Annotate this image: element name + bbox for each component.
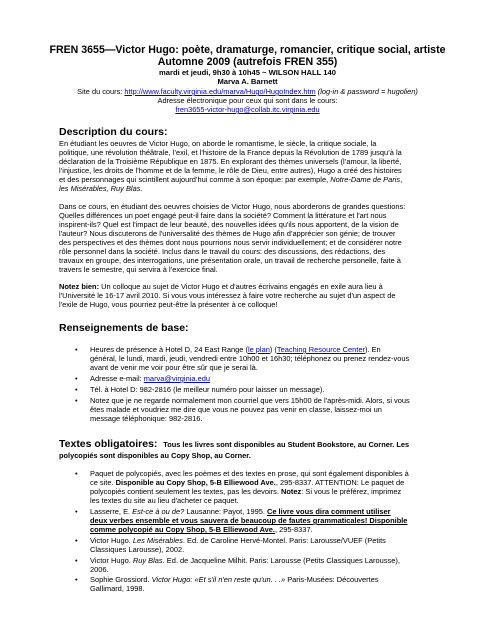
- packet-text: , 295-8337. ATTENTION: Le paquet de: [275, 478, 405, 488]
- book-author: Sophie Grossiord.: [90, 575, 152, 584]
- office-hours-line: avant de venir me voir pour être sûr que je serai là.: [90, 363, 258, 373]
- miserables-line: Classiques Larousse), 2002.: [90, 545, 185, 555]
- office-hours-line: [90, 345, 447, 354]
- desc-p2-line: travaux en groupe, des interrogations, une présentation orale, un travail de recherche personelle, faite à: [59, 256, 401, 266]
- desc-p1-line: l’injustice, les droits de l’homme et de la femme, le rôle de Dieu, entre autres), Hugo a créé des histoires: [59, 166, 402, 176]
- colloque-note: [59, 282, 447, 309]
- book-publisher: Lausanne: Payot, 1995.: [184, 507, 267, 516]
- desc-p2-line: rôle personnel dans la société. Inclus dans le travail du cours: des discussions, des rédactions, des: [59, 247, 386, 257]
- email-label: Adresse e-mail:: [90, 374, 144, 383]
- packet-location: Disponible au Copy Shop, 5-B Elliewood Ave.: [115, 478, 276, 488]
- bullet-icon: •: [75, 385, 78, 394]
- phone-item: [75, 385, 447, 394]
- bullet-icon: •: [75, 469, 78, 478]
- packet-line: [90, 478, 447, 487]
- policy-line: message téléphonique: 982-2816.: [90, 414, 203, 424]
- desc-p2-line: des perspectives et des thèmes dont nous pourrions nous servir individuellement; et de considérer notre: [59, 238, 402, 248]
- bullet-icon: •: [75, 396, 78, 405]
- course-email-label: Adresse électronique pour ceux qui sont dans le cours:: [157, 96, 338, 105]
- work-title: Notre-Dame de Paris: [330, 175, 401, 185]
- book-note: Ce livre vous dira comment utiliser: [266, 507, 391, 516]
- book-title: Est-ce à ou de?: [132, 507, 185, 516]
- bullet-icon: •: [75, 507, 78, 516]
- book-details: . Ed. de Caroline Hervé-Montel. Paris: Larousse/VUEF (Petits: [182, 536, 386, 545]
- map-link[interactable]: le plan: [247, 345, 270, 354]
- description-paragraph-2: [59, 202, 447, 274]
- desc-p2-line: Dans ce cours, en étudiant des oeuvres choisies de Victor Hugo, nous aborderons de grandes questions:: [59, 202, 406, 211]
- email-item: [75, 374, 447, 383]
- desc-p2-line: travers le semestre, qui servira à l’exercice final.: [59, 265, 218, 275]
- textbook-item-lasserre: [75, 507, 447, 535]
- course-title: FREN 3655—Victor Hugo: poète, dramaturge, romancier, critique social, artiste: [49, 44, 446, 56]
- textbook-item-grossiord: [75, 575, 447, 594]
- description-heading: Description du cours:: [59, 126, 168, 138]
- ruy-blas-line: [90, 556, 447, 565]
- period: .: [140, 184, 143, 194]
- textes-heading-line: [59, 438, 409, 450]
- book-author: Victor Hugo.: [90, 536, 133, 545]
- course-email-line: [0, 105, 495, 114]
- packet-text: polycopiés contient seulement les textes, pas les devoirs.: [90, 487, 281, 497]
- course-schedule: mardi et jeudi, 9h30 à 10h45 ~ WILSON HALL 140: [159, 68, 336, 77]
- separator: ,: [400, 175, 403, 185]
- desc-p2-line: l'auteur? Nous discuterons de l'universalité des thèmes de Hugo afin d’apprécier son génie; de trouver: [59, 229, 396, 239]
- office-hours-line: général, le lundi, mardi, jeudi, vendredi entre 10h00 et 16h30; téléphonez ou prenez rendez-vous: [90, 354, 410, 364]
- book-author: Lasserre, E.: [90, 507, 133, 516]
- book-location: comme polycopié au Copy Shop, 5-B Elliewood Ave.: [90, 525, 276, 535]
- note-line: l'Université le 16-17 avril 2010. Si vous vous intéressez à faire votre recherche au sujet d'un aspect de: [59, 291, 396, 301]
- note-label: Notez bien:: [59, 282, 100, 291]
- packet-line: les textes du site au lieu d'acheter ce paquet.: [90, 496, 239, 506]
- desc-p1-line: et des personnages qui scintillent aujourd’hui comme à son époque: par exemple,: [59, 175, 331, 185]
- note-text: Un colloque au sujet de Victor Hugo et d'autres écrivains engagés en exile aura lieu à: [99, 282, 383, 291]
- course-site-link[interactable]: http://www.faculty.virginia.edu/marva/Hugo/HugoIndex.htm: [124, 87, 316, 96]
- textes-note: Tous les livres sont disponibles au Student Bookstore, au Corner. Les: [163, 440, 410, 449]
- ruy-blas-line: 2006.: [90, 565, 109, 575]
- desc-p1-line-works: [59, 184, 447, 193]
- phone-text: Tél. à Hotel D: 982-2816 (le meilleur numéro pour laisser un message).: [90, 385, 325, 394]
- packet-text: ce site.: [90, 478, 116, 488]
- book-title: Victor Hugo: «Et s'il n'en reste qu'un. . .»: [151, 575, 286, 584]
- desc-p2-line: Quelles différences un poet engagé peut-il faire dans la société? Comment la littérature et l'art nous: [59, 211, 387, 221]
- book-details: . Ed. de Jacqueline Milhit. Paris: Larousse (Petits Classiques Larousse),: [162, 556, 400, 565]
- textbook-item-ruy-blas: [75, 556, 447, 575]
- packet-note-label: Notez: [281, 487, 302, 497]
- email-link[interactable]: marva@virginia.edu: [143, 374, 210, 383]
- course-site-line: [0, 87, 495, 96]
- office-hours-text: ) (: [269, 345, 277, 354]
- grossiord-line: Gallimard, 1998.: [90, 584, 145, 594]
- bullet-icon: •: [75, 345, 78, 354]
- course-email-link[interactable]: fren3655-victor-hugo@collab.itc.virginia.edu: [175, 105, 320, 114]
- teaching-resource-center-link[interactable]: Teaching Resource Center: [276, 345, 365, 354]
- book-title: Ruy Blas: [132, 556, 163, 565]
- desc-p1-line-last: [59, 175, 447, 184]
- book-title: Les Misérables: [132, 536, 183, 545]
- lasserre-line: [90, 525, 447, 534]
- email-policy-item: [75, 396, 447, 424]
- note-line: [59, 282, 447, 291]
- textes-note-2: polycopiés sont disponibles au Copy Shop, au Corner.: [59, 451, 251, 460]
- policy-line: êtes malade et voudriez me dire que vous ne pouvez pas venir en classe, laissez-moi un: [90, 405, 382, 415]
- renseignements-heading: Renseignements de base:: [59, 322, 189, 334]
- packet-line: [90, 487, 447, 496]
- bullet-icon: •: [75, 536, 78, 545]
- desc-p1-line: politique, une révolution théâtrale, l’exil, et l’histoire de la France depuis la Révolution de 1789 jusqu’à la: [59, 148, 402, 158]
- course-term: Automne 2009 (autrefois FREN 355): [157, 56, 338, 68]
- lasserre-line: deux verbes ensemble et vous sauvera de beaucoup de fautes grammaticales! Disponible: [90, 516, 408, 526]
- course-site-note: (log-in & password = hugolien): [315, 87, 418, 96]
- book-details: Paris-Musées: Découvertes: [285, 575, 379, 584]
- packet-line: Paquet de polycopiés, avec les poèmes et des textes en prose, qui sont également disponibles à: [90, 469, 409, 478]
- policy-line: Notez que je ne regarde normalement mon courriel que vers 15h00 de l'après-midi. Alors, si vous: [90, 396, 410, 405]
- note-line: l'exile de Hugo, vous pourriez peut-être la présenter à ce colloque!: [59, 300, 278, 310]
- book-author: Victor Hugo.: [90, 556, 133, 565]
- office-hours-item: [75, 345, 447, 373]
- packet-text: : Si vous le préférez, imprimez: [301, 487, 402, 497]
- bullet-icon: •: [75, 575, 78, 584]
- office-hours-text: Heures de présence à Hotel D, 24 East Range (: [90, 345, 248, 354]
- work-title: les Misérables, Ruy Blas: [59, 184, 141, 194]
- bullet-icon: •: [75, 556, 78, 565]
- description-paragraph-1: [59, 139, 447, 193]
- instructor-name: Marva A. Barnett: [217, 77, 278, 86]
- textes-heading: Textes obligatoires:: [59, 438, 158, 450]
- desc-p1-line: En étudiant les oeuvres de Victor Hugo, on aborde le romantisme, le siècle, la critique sociale, la: [59, 139, 377, 148]
- textbook-item-packet: [75, 469, 447, 506]
- desc-p2-line: inspirent-ils? Quel est l'impact de leur beauté, des nouvelles idées qu'ils nous apportent, de la vision de: [59, 220, 399, 230]
- grossiord-line: [90, 575, 447, 584]
- desc-p1-line: déclaration de la Troisième République en 1875. En explorant des thèmes universels (l’amour, la liberté,: [59, 157, 402, 167]
- textbook-item-miserables: [75, 536, 447, 555]
- miserables-line: [90, 536, 447, 545]
- book-phone: , 295-8337.: [275, 525, 313, 535]
- course-site-label: Site du cours:: [77, 87, 125, 96]
- office-hours-text: ). En: [364, 345, 381, 354]
- lasserre-line: [90, 507, 447, 516]
- bullet-icon: •: [75, 374, 78, 383]
